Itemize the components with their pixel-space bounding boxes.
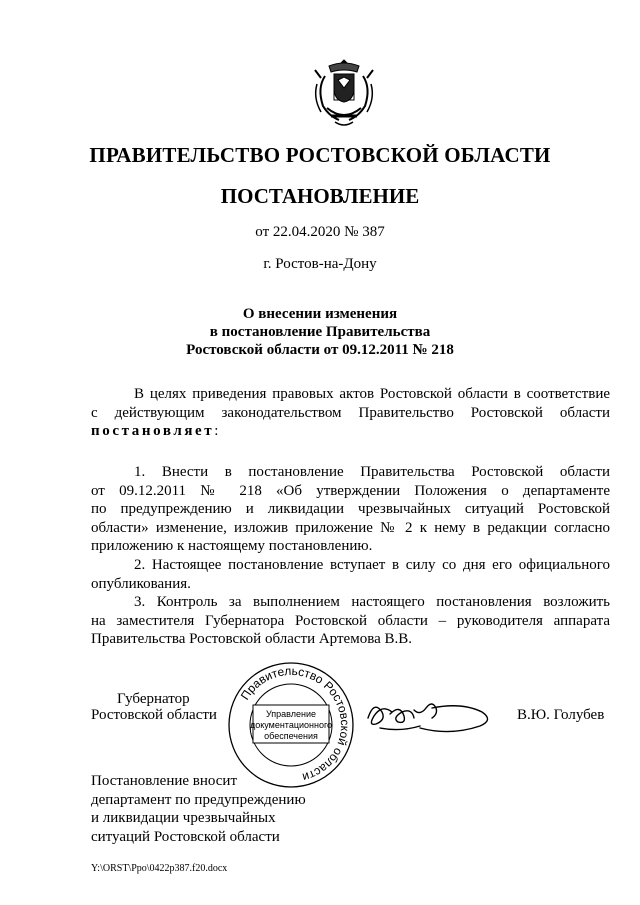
item-line: области» изменение, изложив приложение № 2 к нему в редакции согласно: [91, 519, 610, 536]
seal-stamp-icon: [226, 660, 356, 790]
footer-note-line: ситуаций Ростовской области: [91, 828, 280, 845]
file-path: Y:\ORST\Ppo\0422p387.f20.docx: [91, 863, 228, 874]
stamp-center-text: Управление: [265, 709, 317, 719]
signer-name: В.Ю. Голубев: [517, 707, 605, 723]
item-line: опубликования.: [91, 575, 191, 592]
date-number: от 22.04.2020 № 387: [255, 224, 385, 240]
footer-note-line: департамент по предупреждению: [91, 791, 306, 808]
item-1: [91, 463, 610, 556]
subject-line: О внесении изменения: [242, 306, 398, 322]
item-line: 1. Внести в постановление Правительства Ростовской области: [134, 464, 610, 480]
city: г. Ростов-на-Дону: [263, 256, 377, 272]
government-title: ПРАВИТЕЛЬСТВО РОСТОВСКОЙ ОБЛАСТИ: [89, 143, 551, 167]
footer-note-line: Постановление вносит: [91, 773, 238, 789]
preamble-line: В целях приведения правовых актов Ростовской области в соответствие: [134, 386, 610, 402]
subject-line: в постановление Правительства: [209, 324, 431, 340]
item-line: приложению к настоящему постановлению.: [91, 538, 373, 554]
decree-word: постановляет: [91, 423, 215, 439]
document-subject: [0, 305, 640, 359]
item-line: 2. Настоящее постановление вступает в силу со дня его официального: [134, 557, 610, 573]
decree-colon: :: [214, 423, 219, 439]
decree-line: [91, 422, 610, 441]
item-line: 3. Контроль за выполнением настоящего постановления возложить: [134, 594, 610, 610]
footer-note-line: и ликвидации чрезвычайных: [91, 810, 276, 826]
item-line: на заместителя Губернатора Ростовской области – руководителя аппарата: [91, 612, 610, 629]
document-type: ПОСТАНОВЛЕНИЕ: [220, 184, 420, 208]
item-2: [91, 556, 610, 593]
item-3: [91, 593, 610, 649]
coat-of-arms-icon: [305, 58, 383, 128]
preamble-line: с действующим законодательством Правительство Ростовской области: [91, 404, 610, 421]
stamp-center-text: документационного: [249, 720, 333, 730]
item-line: от 09.12.2011 № 218 «Об утверждении Положения о департаменте: [91, 482, 610, 499]
signer-position: Ростовской области: [91, 707, 217, 723]
signer-position: Губернатор: [117, 691, 190, 707]
item-line: по предупреждению и ликвидации чрезвычайных ситуаций Ростовской: [91, 501, 610, 517]
footer-note: [91, 772, 306, 846]
preamble: [91, 385, 610, 441]
stamp-ring-text: Правительство Ростовской области: [237, 663, 353, 785]
handwritten-signature: [360, 688, 500, 738]
item-line: Правительства Ростовской области Артемова В.В.: [91, 631, 412, 647]
subject-line: Ростовской области от 09.12.2011 № 218: [186, 342, 454, 358]
stamp-center-text: обеспечения: [264, 731, 318, 741]
